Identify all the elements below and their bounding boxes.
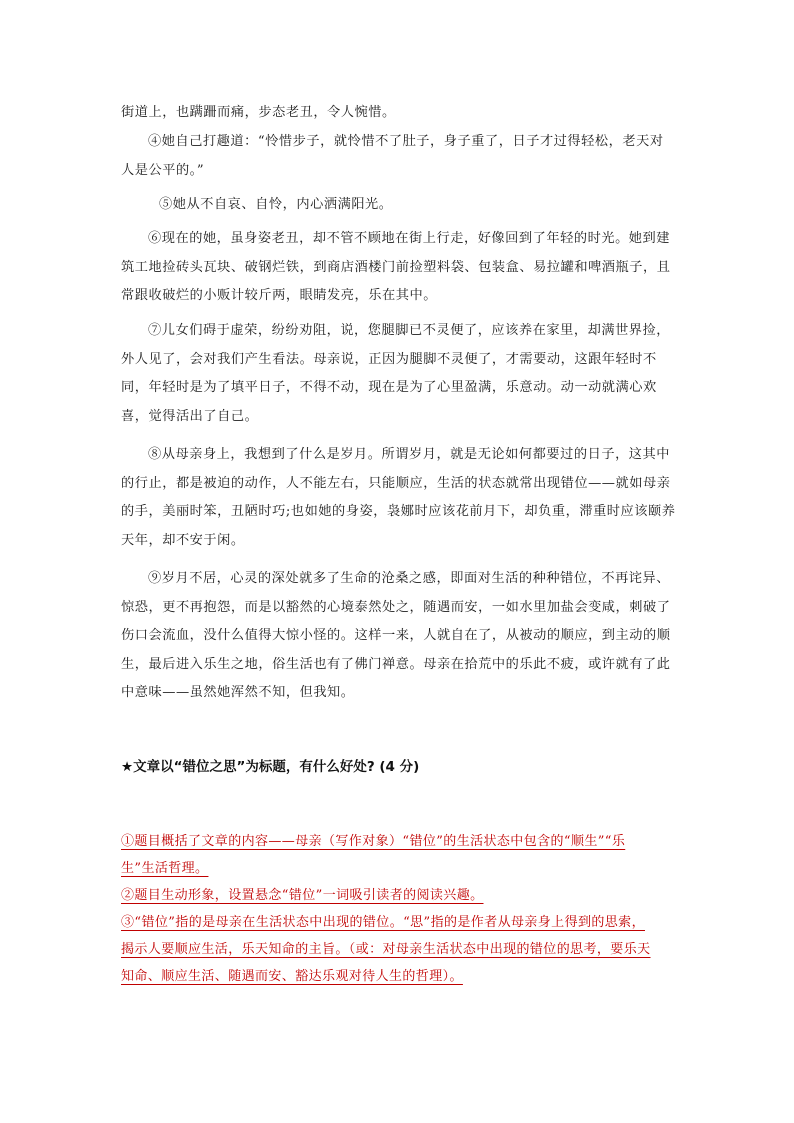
- question-title: ★文章以“错位之思”为标题，有什么好处? (4 分): [121, 759, 420, 775]
- paragraph-9: ⑨岁月不居，心灵的深处就多了生命的沧桑之感，即面对生活的种种错位，不再诧异、惊恐，更不再抱怨，而是以豁然的心境泰然处之，随遇而安，一如水里加盐会变咸，刺破了伤口会流血，没什么值得大惊小怪的。这样一来，人就自在了，从被动的顺应，到主动的顺生，最后进入乐生之地，俗生活也有了佛门禅意。母亲在拾荒中的乐此不疲，或许就有了此中意味——虽然她浑然不知，但我知。: [121, 571, 671, 701]
- answer-line: 生”生活哲理。: [121, 861, 209, 876]
- paragraph-8: ⑧从母亲身上，我想到了什么是岁月。所谓岁月，就是无论如何都要过的日子，这其中的行止，都是被迫的动作，人不能左右，只能顺应，生活的状态就常出现错位——就如母亲的手，美丽时笨，丑陋时巧;也如她的身姿，袅娜时应该花前月下，却负重，滞重时应该颐养天年，却不安于闲。: [121, 447, 676, 548]
- answer-line: ③“错位”指的是母亲在生活状态中出现的错位。“思”指的是作者从母亲身上得到的思索，: [121, 915, 645, 930]
- paragraph-7: ⑦儿女们碍于虚荣，纷纷劝阻，说，您腿脚已不灵便了，应该养在家里，却满世界捡，外人见了，会对我们产生看法。母亲说，正因为腿脚不灵便了，才需要动，这跟年轻时不同，年轻时是为了填平日子，不得不动，现在是为了心里盈满，乐意动。动一动就满心欢喜，觉得活出了自己。: [121, 323, 671, 424]
- answer-line: ①题目概括了文章的内容——母亲（写作对象）“错位”的生活状态中包含的“顺生”“乐: [121, 834, 626, 849]
- paragraph-6: ⑥现在的她，虽身姿老丑，却不管不顾地在街上行走，好像回到了年轻的时光。她到建筑工地捡砖头瓦块、破钢烂铁，到商店酒楼门前捡塑料袋、包装盒、易拉罐和啤酒瓶子，且常跟收破烂的小贩计较斤两，眼睛发亮，乐在其中。: [121, 231, 671, 304]
- answer-line: 揭示人要顺应生活，乐天知命的主旨。（或：对母亲生活状态中出现的错位的思考，要乐天: [121, 942, 651, 957]
- paragraph-5: ⑤她从不自哀、自怜，内心洒满阳光。: [159, 197, 393, 212]
- paragraph-continuation: 街道上，也蹒跚而痛，步态老丑，令人惋惜。: [121, 105, 396, 120]
- answer-block: [121, 828, 681, 990]
- answer-line: ②题目生动形象，设置悬念“错位”一词吸引读者的阅读兴趣。: [121, 888, 484, 903]
- answer-line: 知命、顺应生活、随遇而安、豁达乐观对待人生的哲理）。: [121, 969, 463, 984]
- paragraph-4: ④她自己打趣道：“怜惜步子，就怜惜不了肚子，身子重了，日子才过得轻松，老天对人是公平的。”: [121, 134, 664, 178]
